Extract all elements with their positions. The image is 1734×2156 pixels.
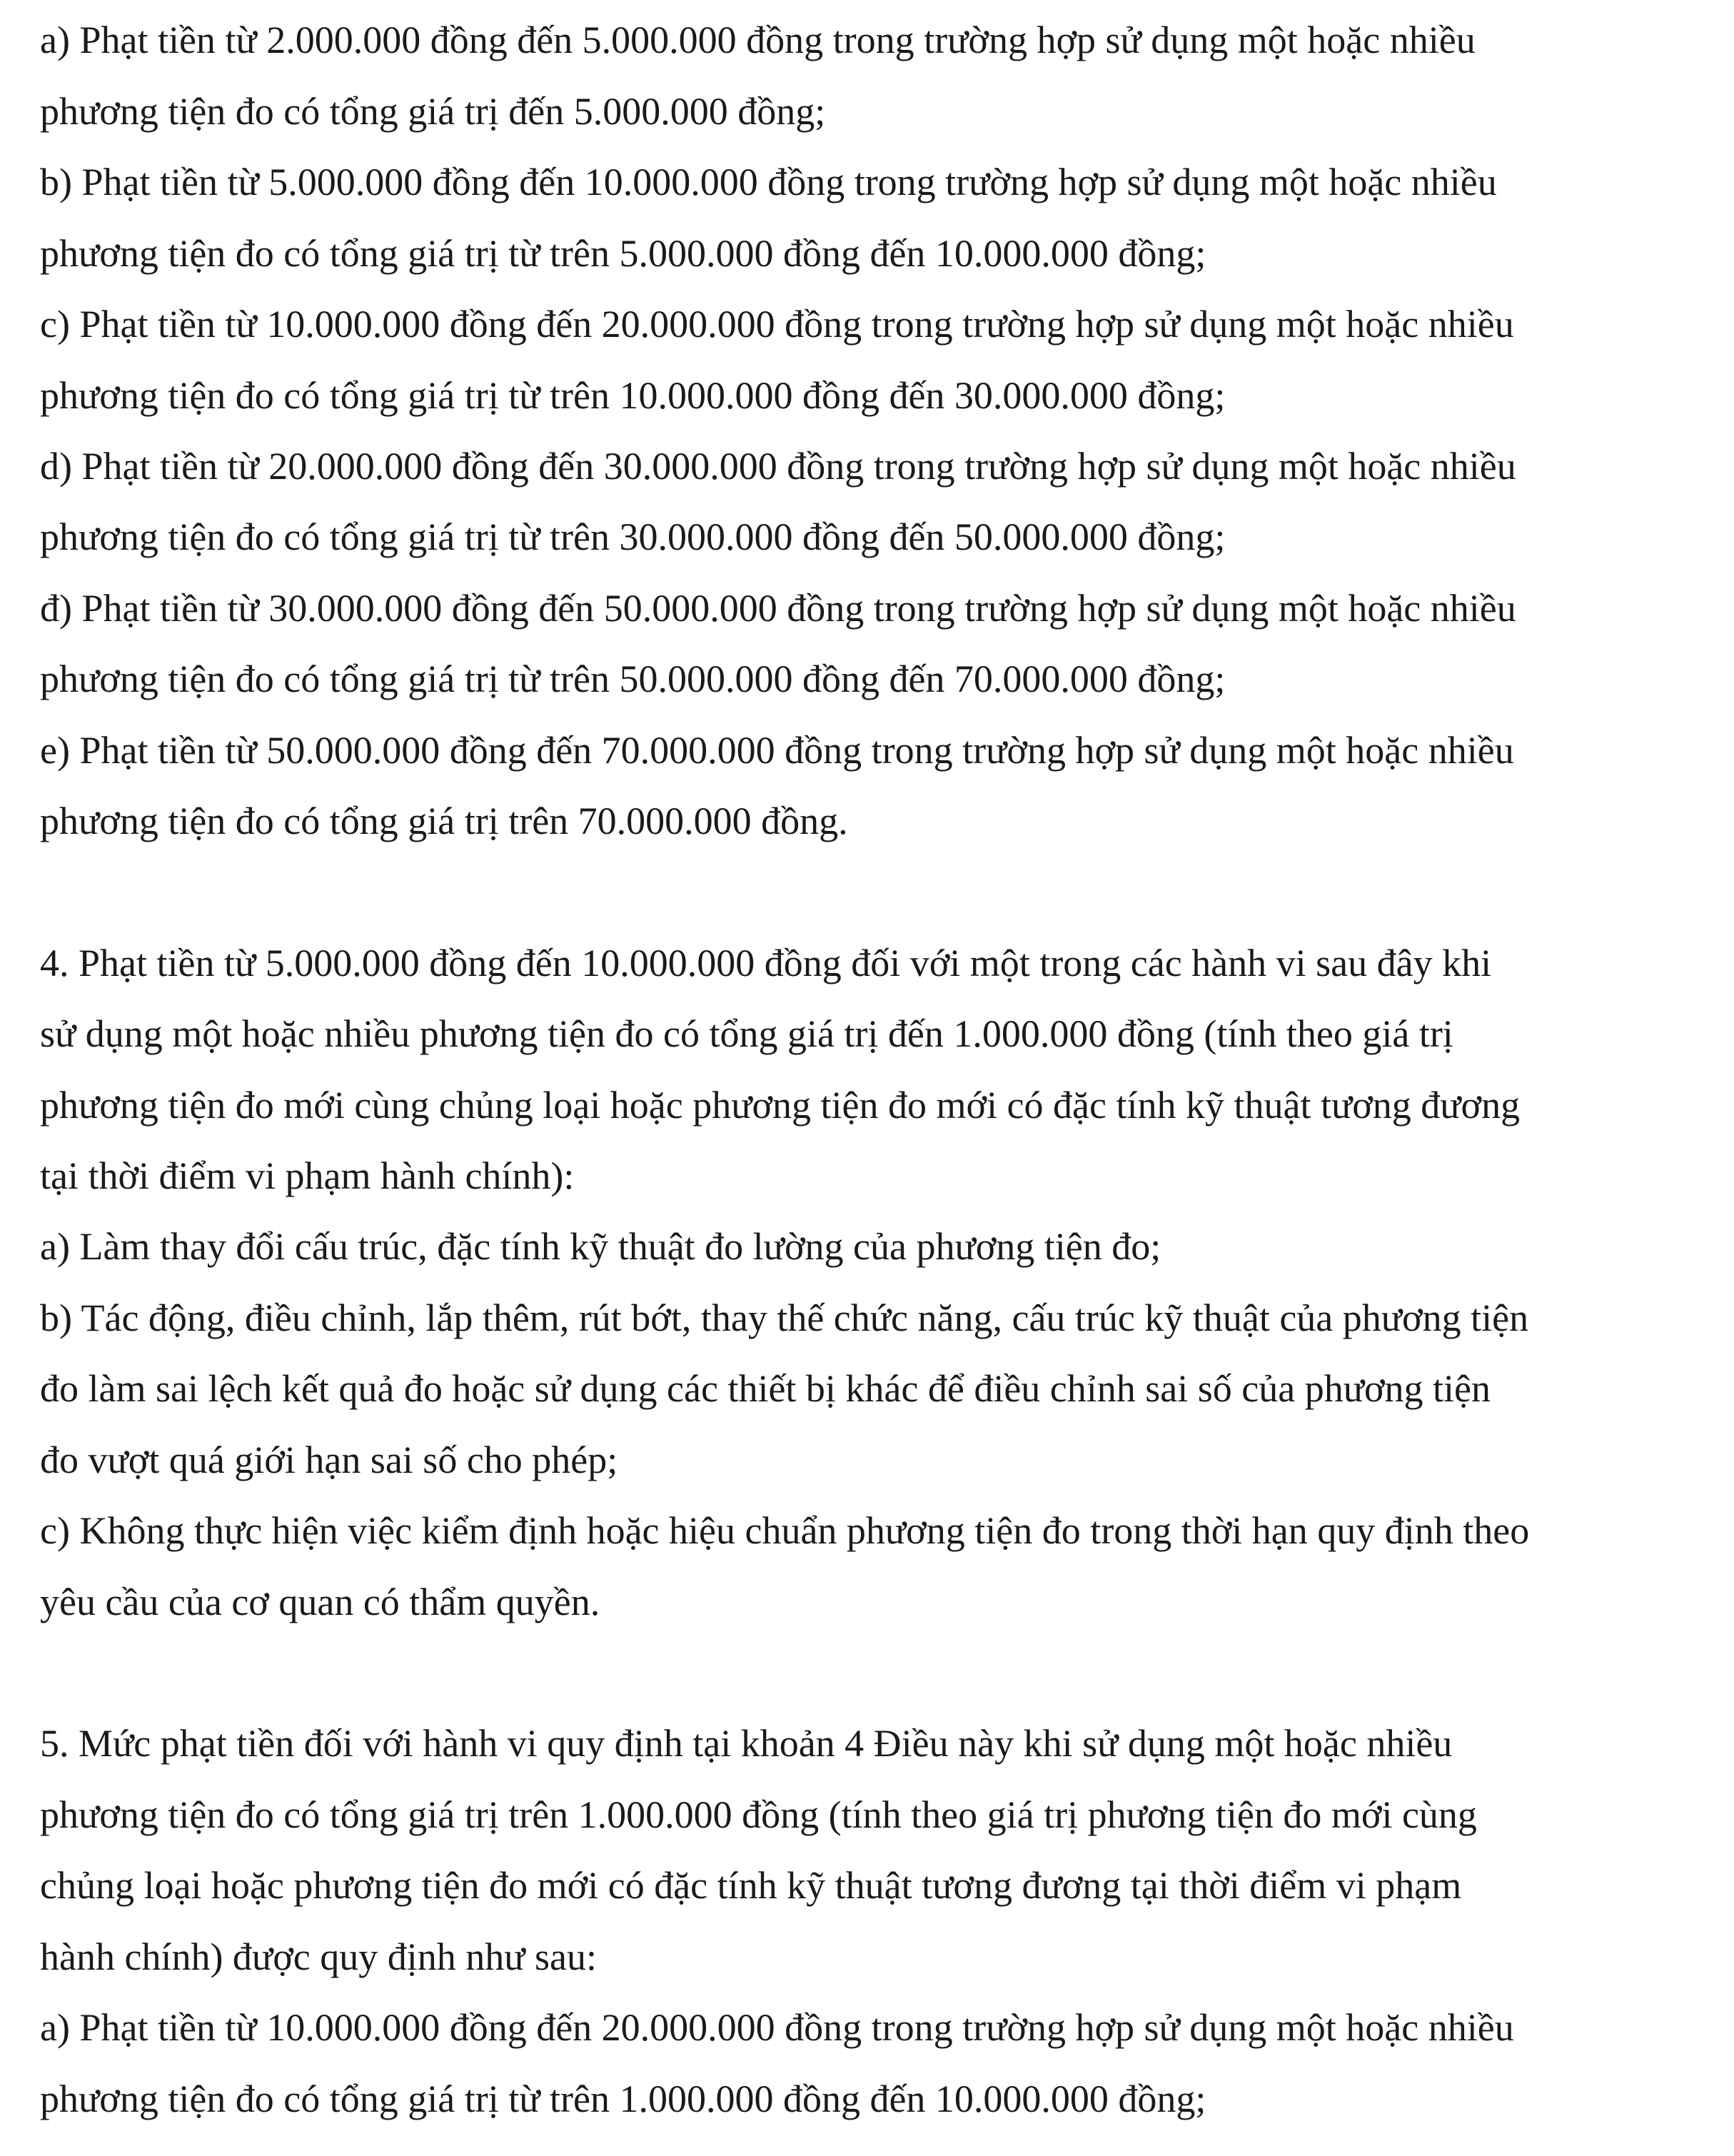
text-line: phương tiện đo có tổng giá trị từ trên 30.000.000 đồng đến 50.000.000 đồng; bbox=[40, 515, 1226, 558]
text-line: e) Phạt tiền từ 50.000.000 đồng đến 70.000.000 đồng trong trường hợp sử dụng một hoặc nhiều bbox=[40, 729, 1514, 772]
text-line: phương tiện đo có tổng giá trị từ trên 1.000.000 đồng đến 10.000.000 đồng; bbox=[40, 2077, 1206, 2120]
text-line: phương tiện đo có tổng giá trị đến 5.000.000 đồng; bbox=[40, 90, 826, 133]
text-line: hành chính) được quy định như sau: bbox=[40, 1935, 597, 1978]
text-line: tại thời điểm vi phạm hành chính): bbox=[40, 1154, 575, 1197]
text-line: phương tiện đo có tổng giá trị từ trên 50.000.000 đồng đến 70.000.000 đồng; bbox=[40, 658, 1226, 700]
section-5-heading: 5. Mức phạt tiền đối với hành vi quy định tại khoản 4 Điều này khi sử dụng một hoặc nhiều bbox=[40, 1722, 1453, 1765]
text-line: a) Làm thay đổi cấu trúc, đặc tính kỹ thuật đo lường của phương tiện đo; bbox=[40, 1225, 1161, 1268]
text-line: chủng loại hoặc phương tiện đo mới có đặc tính kỹ thuật tương đương tại thời điểm vi phạm bbox=[40, 1864, 1462, 1907]
text-line: phương tiện đo có tổng giá trị từ trên 10.000.000 đồng đến 30.000.000 đồng; bbox=[40, 374, 1226, 417]
text-line: b) Tác động, điều chỉnh, lắp thêm, rút bớt, thay thế chức năng, cấu trúc kỹ thuật của phương tiện bbox=[40, 1296, 1529, 1339]
text-line: b) Phạt tiền từ 5.000.000 đồng đến 10.000.000 đồng trong trường hợp sử dụng một hoặc nhiều bbox=[40, 161, 1497, 203]
text-line: phương tiện đo có tổng giá trị từ trên 5.000.000 đồng đến 10.000.000 đồng; bbox=[40, 232, 1206, 275]
text-line: d) Phạt tiền từ 20.000.000 đồng đến 30.000.000 đồng trong trường hợp sử dụng một hoặc nhiều bbox=[40, 445, 1516, 488]
text-line: sử dụng một hoặc nhiều phương tiện đo có tổng giá trị đến 1.000.000 đồng (tính theo giá trị bbox=[40, 1012, 1453, 1055]
text-line: c) Phạt tiền từ 10.000.000 đồng đến 20.000.000 đồng trong trường hợp sử dụng một hoặc nhiều bbox=[40, 303, 1514, 346]
text-line: đo làm sai lệch kết quả đo hoặc sử dụng các thiết bị khác để điều chỉnh sai số của phương tiện bbox=[40, 1367, 1491, 1410]
text-line: a) Phạt tiền từ 10.000.000 đồng đến 20.000.000 đồng trong trường hợp sử dụng một hoặc nhiều bbox=[40, 2006, 1514, 2049]
text-line: phương tiện đo mới cùng chủng loại hoặc phương tiện đo mới có đặc tính kỹ thuật tương đương bbox=[40, 1084, 1521, 1127]
text-line: a) Phạt tiền từ 2.000.000 đồng đến 5.000.000 đồng trong trường hợp sử dụng một hoặc nhiều bbox=[40, 19, 1476, 61]
text-line: yêu cầu của cơ quan có thẩm quyền. bbox=[40, 1581, 600, 1623]
text-line: phương tiện đo có tổng giá trị trên 1.000.000 đồng (tính theo giá trị phương tiện đo mới cùng bbox=[40, 1793, 1477, 1836]
text-line: c) Không thực hiện việc kiểm định hoặc hiệu chuẩn phương tiện đo trong thời hạn quy định theo bbox=[40, 1509, 1530, 1552]
text-line: phương tiện đo có tổng giá trị trên 70.000.000 đồng. bbox=[40, 800, 848, 842]
text-line: đ) Phạt tiền từ 30.000.000 đồng đến 50.000.000 đồng trong trường hợp sử dụng một hoặc nhiều bbox=[40, 587, 1516, 630]
text-line: đo vượt quá giới hạn sai số cho phép; bbox=[40, 1439, 618, 1481]
section-4-heading: 4. Phạt tiền từ 5.000.000 đồng đến 10.000.000 đồng đối với một trong các hành vi sau đây khi bbox=[40, 942, 1492, 984]
